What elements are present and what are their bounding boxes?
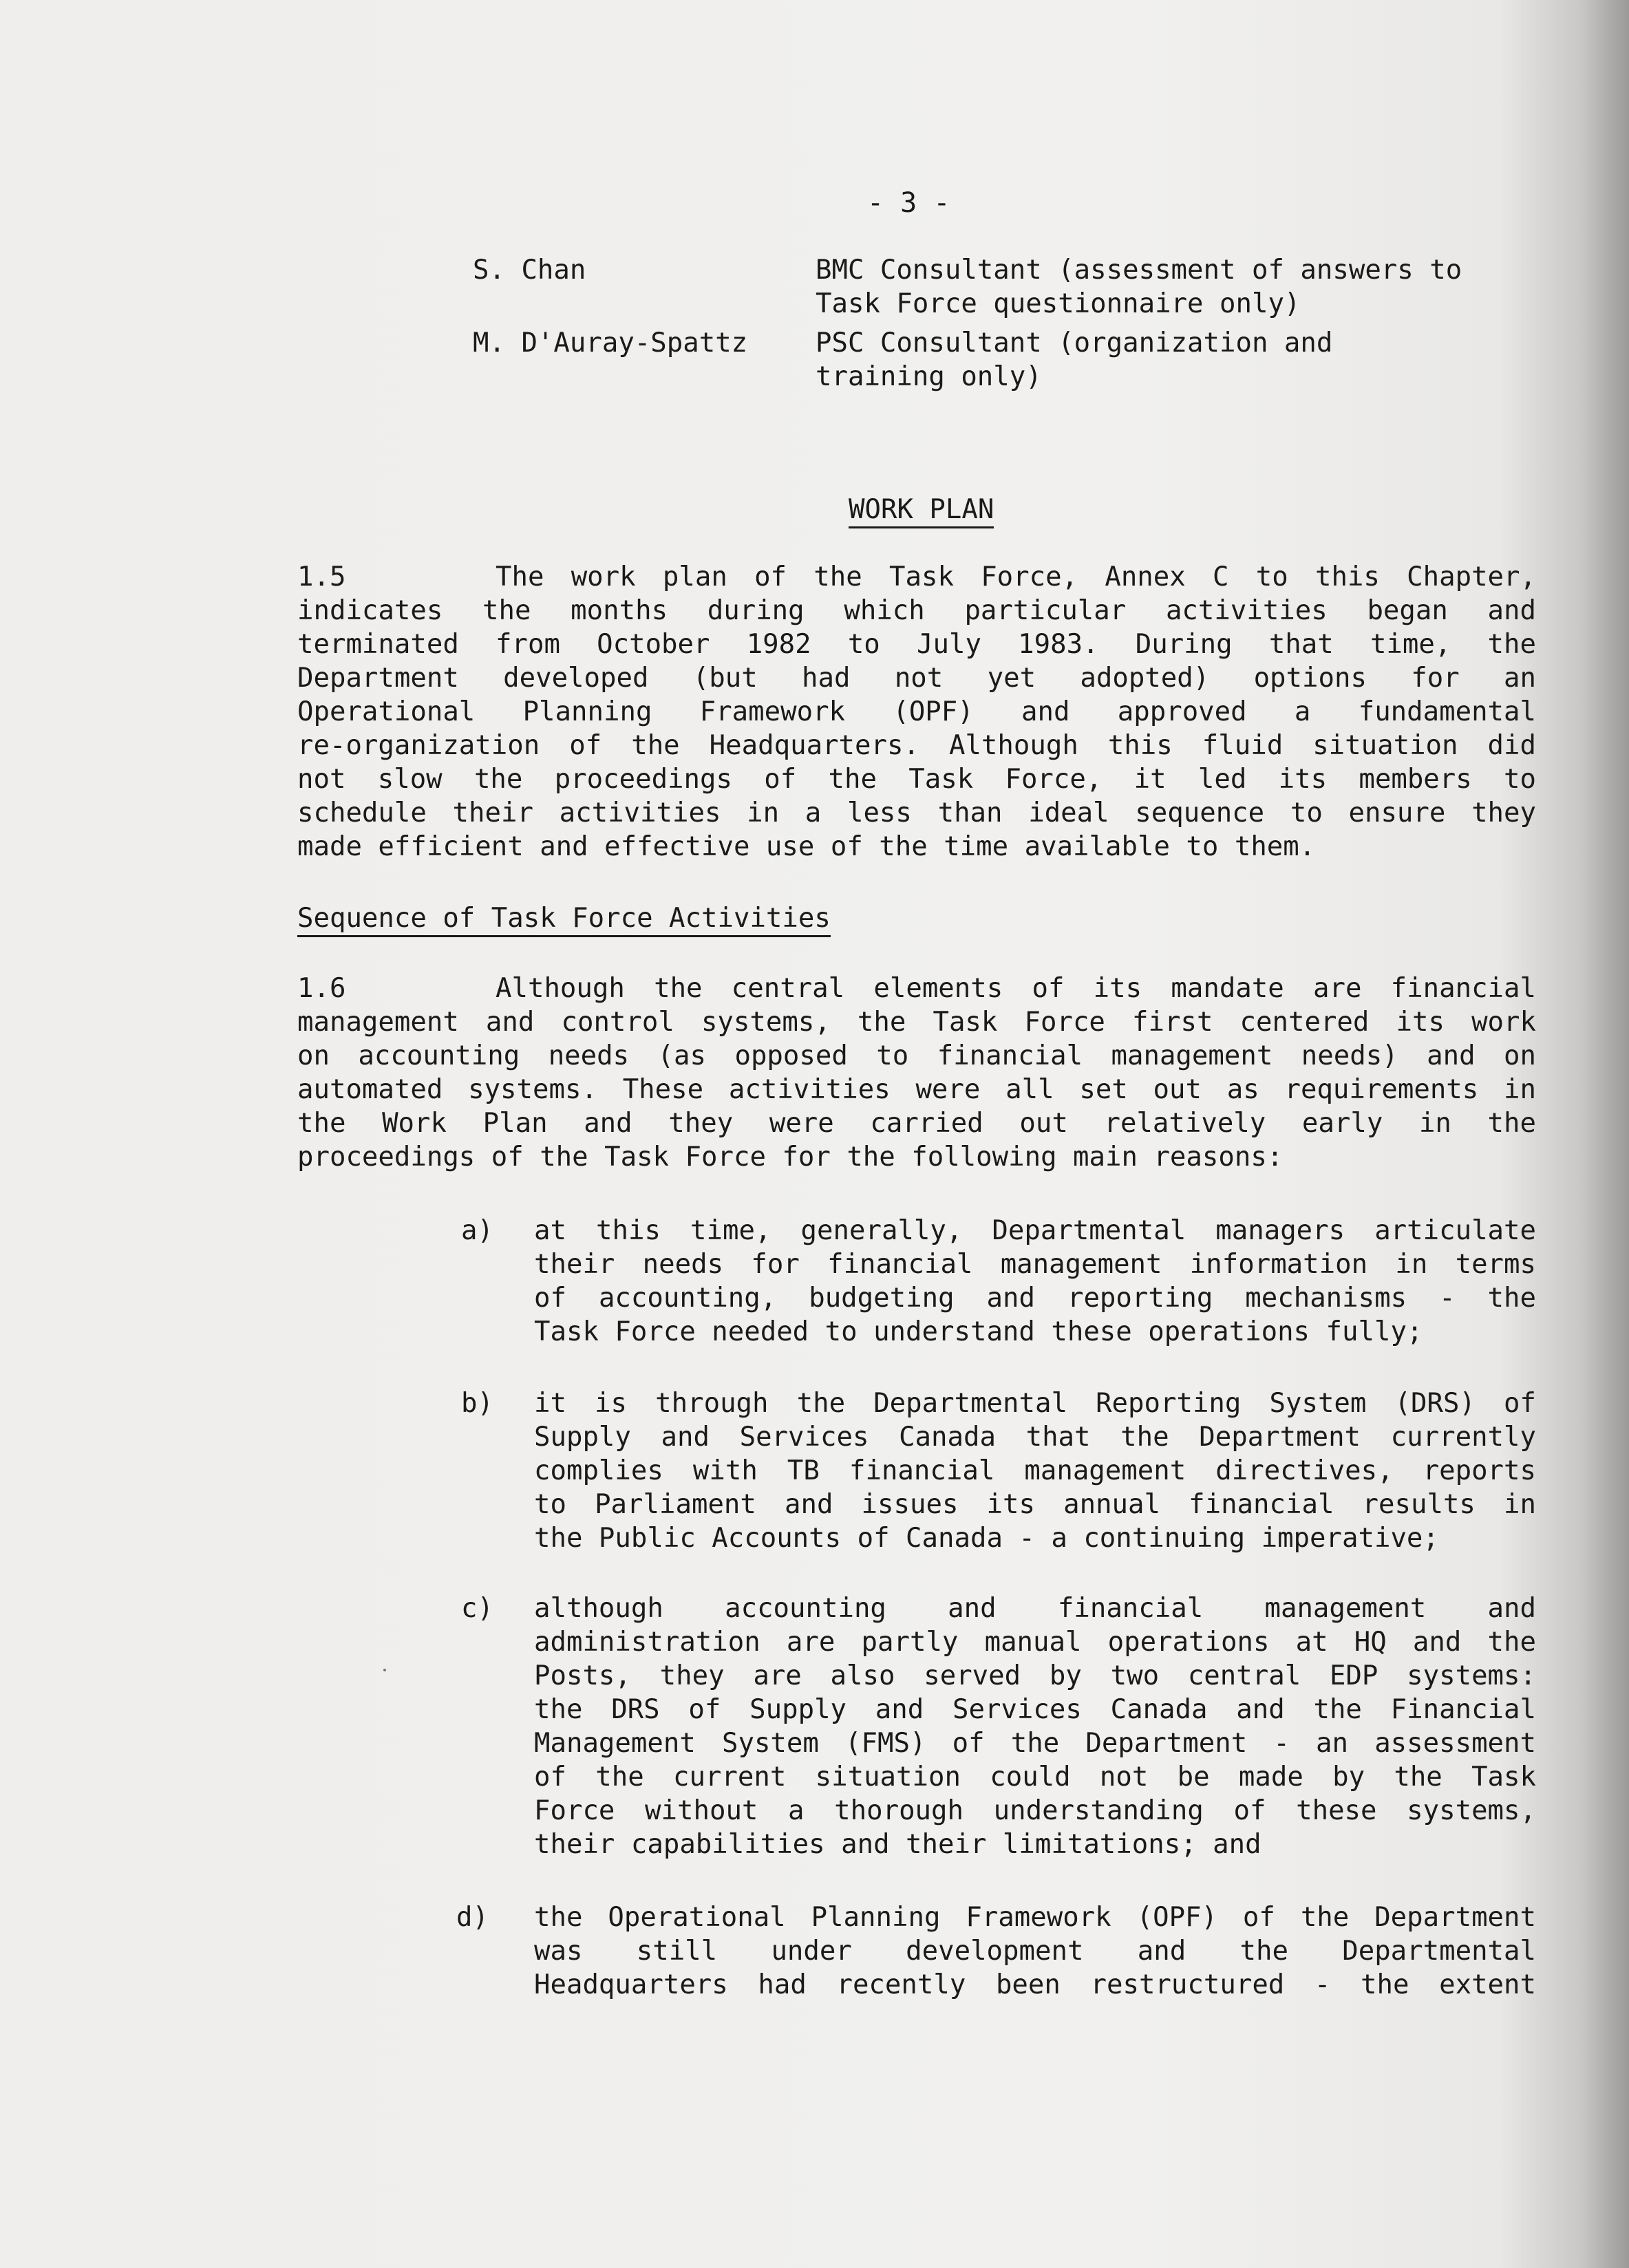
paragraph-line: management and control systems, the Task Force first centered its work (297, 1007, 1536, 1038)
member-role-line: Task Force questionnaire only) (816, 288, 1301, 319)
member-role-line: training only) (816, 361, 1042, 392)
member-role-line: PSC Consultant (organization and (816, 328, 1333, 359)
member-name: S. Chan (473, 255, 586, 286)
list-item-line: Task Force needed to understand these operations fully; (534, 1316, 1423, 1347)
paragraph-line: schedule their activities in a less than ideal sequence to ensure they (297, 798, 1536, 828)
paragraph-line: on accounting needs (as opposed to financial management needs) and on (297, 1040, 1536, 1071)
scan-speck (383, 1669, 386, 1671)
paragraph-line: terminated from October 1982 to July 1983. During that time, the (297, 629, 1536, 660)
paragraph-line: indicates the months during which particular activities began and (297, 595, 1536, 626)
list-item-line: the Operational Planning Framework (OPF) of the Department (534, 1902, 1536, 1933)
paragraph-line: Operational Planning Framework (OPF) and approved a fundamental (297, 696, 1536, 727)
list-item-label: a) (461, 1215, 493, 1246)
page-number: - 3 - (867, 187, 950, 219)
paragraph-number: 1.6 (297, 973, 346, 1004)
paragraph-number: 1.5 (297, 561, 346, 592)
paragraph-line: Although the central elements of its mandate are financial (496, 973, 1536, 1004)
list-item-line: the Public Accounts of Canada - a continuing imperative; (534, 1523, 1439, 1554)
list-item-line: their needs for financial management information in terms (534, 1249, 1536, 1280)
list-item-line: to Parliament and issues its annual financial results in (534, 1489, 1536, 1520)
list-item-line: although accounting and financial management and (534, 1593, 1536, 1624)
list-item-line: Management System (FMS) of the Department - an assessment (534, 1728, 1536, 1759)
paragraph-line: automated systems. These activities were all set out as requirements in (297, 1074, 1536, 1105)
section-heading-sequence (297, 901, 831, 935)
paragraph-line: The work plan of the Task Force, Annex C to this Chapter, (496, 561, 1536, 592)
section-heading-work-plan (849, 493, 994, 526)
list-item-line: the DRS of Supply and Services Canada and the Financial (534, 1694, 1536, 1725)
list-item-line: of accounting, budgeting and reporting mechanisms - the (534, 1283, 1536, 1314)
paragraph-line: not slow the proceedings of the Task Force, it led its members to (297, 764, 1536, 795)
paragraph-line: Department developed (but had not yet adopted) options for an (297, 663, 1536, 694)
list-item-label: b) (461, 1388, 493, 1419)
list-item-line: Force without a thorough understanding of these systems, (534, 1795, 1536, 1826)
list-item-label: c) (461, 1593, 493, 1624)
list-item-line: administration are partly manual operations at HQ and the (534, 1627, 1536, 1658)
list-item-line: Supply and Services Canada that the Department currently (534, 1422, 1536, 1453)
paragraph-line: made efficient and effective use of the time available to them. (297, 831, 1316, 862)
list-item-line: their capabilities and their limitations; and (534, 1829, 1261, 1860)
list-item-label: d) (456, 1902, 489, 1933)
member-name: M. D'Auray-Spattz (473, 328, 748, 359)
paragraph-line: the Work Plan and they were carried out relatively early in the (297, 1108, 1536, 1139)
work-plan-heading-text: WORK PLAN (849, 494, 994, 528)
paragraph-line: re-organization of the Headquarters. Although this fluid situation did (297, 730, 1536, 761)
sequence-heading-text: Sequence of Task Force Activities (297, 903, 831, 937)
list-item-line: of the current situation could not be made by the Task (534, 1762, 1536, 1793)
list-item-line: was still under development and the Departmental (534, 1936, 1536, 1967)
list-item-line: Headquarters had recently been restructured - the extent (534, 1969, 1536, 2000)
list-item-line: at this time, generally, Departmental managers articulate (534, 1215, 1536, 1246)
list-item-line: it is through the Departmental Reporting System (DRS) of (534, 1388, 1536, 1419)
member-role-line: BMC Consultant (assessment of answers to (816, 255, 1462, 286)
list-item-line: Posts, they are also served by two central EDP systems: (534, 1660, 1536, 1691)
paragraph-line: proceedings of the Task Force for the following main reasons: (297, 1142, 1284, 1173)
list-item-line: complies with TB financial management directives, reports (534, 1455, 1536, 1486)
